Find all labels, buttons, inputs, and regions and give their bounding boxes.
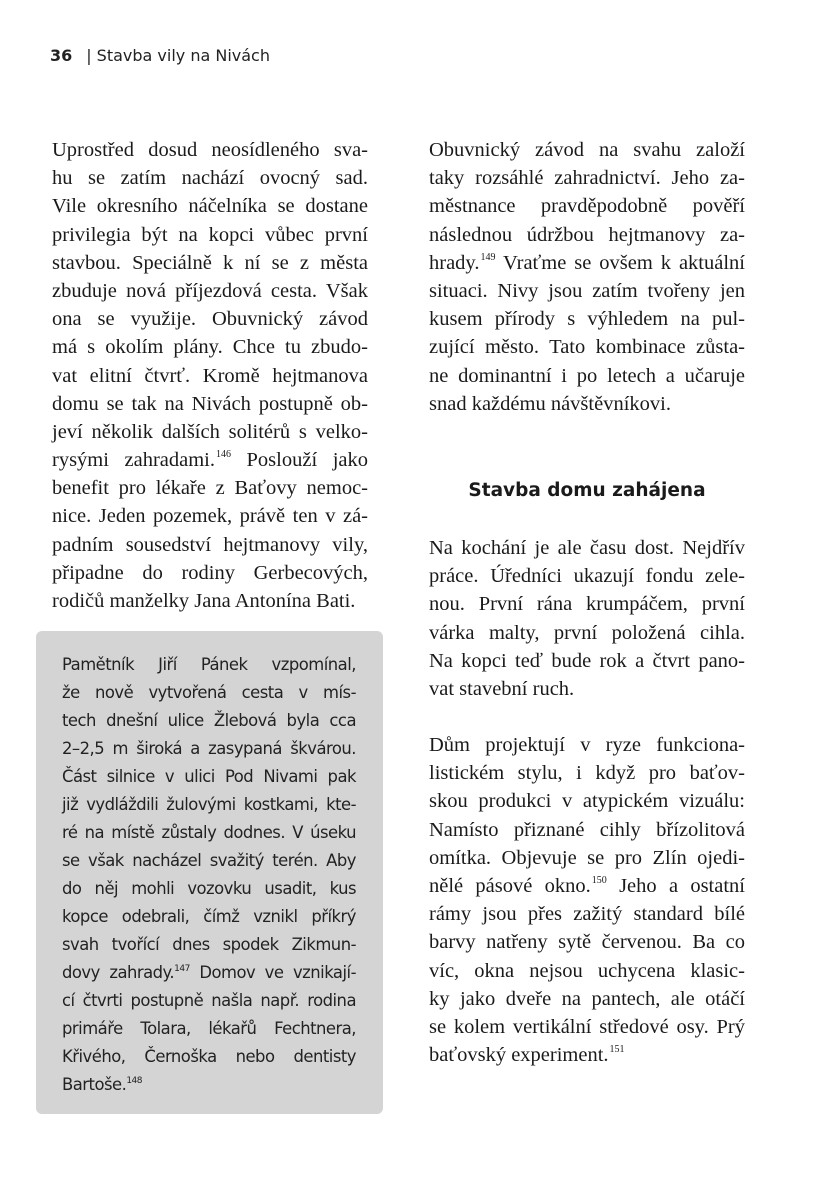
text-line (429, 277, 745, 305)
line-text: hu se zatím nachází ovocný sad. (52, 167, 368, 190)
text-line (429, 562, 745, 590)
footnote-ref: 151 (609, 1044, 625, 1056)
text-line (52, 221, 368, 249)
line-text: ky jako dveře na pantech, ale otáčí (429, 987, 745, 1010)
text-line (62, 875, 356, 903)
text-line (429, 844, 745, 872)
text-line (62, 847, 356, 875)
line-text: má s okolím plány. Chce tu zbudo- (52, 336, 368, 359)
line-text: cí čtvrti postupně našla např. rodina (62, 991, 356, 1010)
line-text: situaci. Nivy jsou zatím tvořeny jen (429, 279, 745, 302)
line-text: 2–2,5 m široká a zasypaná škvárou. (62, 739, 356, 758)
line-text: ré na místě zůstaly dodnes. V úseku (62, 823, 356, 842)
right-paragraph-3 (429, 731, 745, 1069)
text-line (62, 651, 356, 679)
line-text-after: Poslouží jako (230, 449, 368, 472)
sidebar-box-text (62, 651, 356, 1099)
line-text: skou produkci v atypickém vizuálu: (429, 790, 745, 813)
text-line (429, 390, 745, 418)
line-text: zbuduje nová příjezdová cesta. Však (52, 279, 368, 302)
text-line (429, 872, 745, 900)
text-line (62, 1071, 356, 1099)
text-line (429, 136, 745, 164)
line-text: připadne do rodiny Gerbecových, (52, 561, 368, 584)
line-text: ne dominantní i po letech a učaruje (429, 364, 745, 387)
sidebar-box (36, 631, 383, 1114)
text-line (429, 362, 745, 390)
line-text: do něj mohli vozovku usadit, kus (62, 879, 356, 898)
line-text: rysými zahradami. (52, 449, 215, 472)
line-text: taky rozsáhlé zahradnictví. Jeho za- (429, 167, 745, 190)
line-text: Namísto přiznané cihly břízolitová (429, 818, 745, 841)
text-line (62, 819, 356, 847)
text-line (52, 333, 368, 361)
text-line (429, 1041, 745, 1069)
line-text-after: Vraťme se ovšem k aktuální (495, 251, 745, 274)
line-text: rodičů manželky Jana Antonína Bati. (52, 590, 356, 612)
line-text: baťovský experiment. (429, 1044, 609, 1067)
text-line (429, 590, 745, 618)
line-text: již vydláždili žulovými kostkami, kte- (62, 795, 356, 814)
line-text: se však nacházel svažitý terén. Aby (62, 851, 356, 870)
text-line (52, 502, 368, 530)
line-text: Křivého, Černoška nebo dentisty (62, 1047, 356, 1066)
page-number: 36 (50, 46, 73, 65)
line-text: ona se využije. Obuvnický závod (52, 308, 368, 331)
text-line (52, 192, 368, 220)
text-line (429, 221, 745, 249)
text-line (52, 305, 368, 333)
text-line (62, 791, 356, 819)
line-text: nou. První rána krumpáčem, první (429, 593, 745, 616)
text-line (62, 987, 356, 1015)
line-text: padním sousedství hejtmanovy vily, (52, 533, 368, 556)
line-text: kusem přírody s výhledem na pul- (429, 308, 745, 331)
text-line (62, 959, 356, 987)
text-line (52, 249, 368, 277)
text-line (52, 390, 368, 418)
running-title: Stavba vily na Nivách (96, 46, 270, 65)
line-text: Pamětník Jiří Pánek vzpomínal, (62, 655, 356, 674)
footnote-ref: 150 (591, 874, 607, 886)
text-line (62, 679, 356, 707)
line-text: várka malty, první položená cihla. (429, 621, 745, 644)
text-line (429, 249, 745, 277)
text-line (52, 418, 368, 446)
line-text: tech dnešní ulice Žlebová byla cca (62, 711, 356, 730)
line-text: se kolem vertikální středové osy. Prý (429, 1015, 745, 1038)
line-text: vat stavební ruch. (429, 677, 575, 700)
right-paragraph-1 (429, 136, 745, 418)
text-line (52, 559, 368, 587)
text-line (429, 619, 745, 647)
text-line (429, 675, 745, 703)
section-heading: Stavba domu zahájena (468, 480, 706, 501)
text-line (52, 587, 368, 615)
text-line (429, 985, 745, 1013)
text-line (429, 164, 745, 192)
line-text: Na kochání je ale času dost. Nejdřív (429, 537, 745, 559)
left-column-text (52, 136, 368, 615)
text-line (429, 647, 745, 675)
footnote-ref: 147 (174, 964, 190, 974)
line-text: nělé pásové okno. (429, 874, 591, 897)
footnote-ref: 146 (215, 449, 231, 461)
line-text: jeví několik dalších solitérů s velko- (52, 420, 368, 443)
text-line (429, 534, 745, 562)
text-line (62, 931, 356, 959)
line-text: rámy jsou přes zažitý standard bílé (429, 903, 745, 926)
text-line (52, 474, 368, 502)
line-text: snad každému návštěvníkovi. (429, 392, 671, 415)
right-paragraph-2 (429, 534, 745, 703)
line-text: Vile okresního náčelníka se dostane (52, 195, 368, 218)
text-line (429, 787, 745, 815)
text-line (52, 136, 368, 164)
line-text: svah tvořící dnes spodek Zikmun- (62, 935, 356, 954)
text-line (429, 900, 745, 928)
line-text: Část silnice v ulici Pod Nivami pak (62, 767, 356, 786)
line-text: že nově vytvořená cesta v mís- (62, 683, 356, 702)
text-line (52, 277, 368, 305)
line-text: dovy zahrady. (62, 963, 175, 982)
text-line (429, 731, 745, 759)
line-text: domu se tak na Nivách postupně ob- (52, 392, 368, 415)
line-text: Na kopci teď bude rok a čtvrt pano- (429, 649, 745, 672)
text-line (62, 903, 356, 931)
text-line (429, 928, 745, 956)
text-line (429, 333, 745, 361)
line-text: městnance pravděpodobně pověří (429, 195, 745, 218)
text-line (52, 362, 368, 390)
text-line (52, 531, 368, 559)
text-line (62, 735, 356, 763)
line-text: Uprostřed dosud neosídleného sva- (52, 139, 368, 161)
line-text: stavbou. Speciálně k ní se z města (52, 251, 368, 274)
line-text-after: Domov ve vznikají- (189, 963, 356, 982)
line-text-after: Jeho a ostatní (606, 874, 745, 897)
header-separator: | (86, 46, 92, 65)
text-line (429, 192, 745, 220)
text-line (52, 164, 368, 192)
line-text: Obuvnický závod na svahu založí (429, 139, 745, 161)
text-line (62, 1015, 356, 1043)
text-line (429, 759, 745, 787)
line-text: listickém stylu, i když pro baťov- (429, 762, 745, 785)
footnote-ref: 149 (480, 251, 496, 263)
line-text: následnou údržbou hejtmanovy za- (429, 223, 745, 246)
line-text: privilegia být na kopci vůbec první (52, 223, 368, 246)
text-line (429, 1013, 745, 1041)
line-text: kopce odebrali, čímž vznikl příkrý (62, 907, 356, 926)
line-text: Dům projektují v ryze funkciona- (429, 734, 745, 756)
line-text: nice. Jeden pozemek, právě ten v zá- (52, 505, 368, 528)
line-text: benefit pro lékaře z Baťovy nemoc- (52, 477, 368, 500)
line-text: barvy natřeny sytě červenou. Ba co (429, 931, 745, 954)
line-text: omítka. Objevuje se pro Zlín ojedi- (429, 846, 745, 869)
line-text: víc, okna nejsou uchycena klasic- (429, 959, 745, 982)
line-text: primáře Tolara, lékařů Fechtnera, (62, 1019, 356, 1038)
text-line (62, 763, 356, 791)
running-header (50, 46, 270, 65)
text-line (429, 957, 745, 985)
line-text: práce. Úředníci ukazují fondu zele- (429, 565, 745, 588)
text-line (52, 446, 368, 474)
line-text: Bartoše. (62, 1075, 127, 1094)
line-text: vat elitní čtvrť. Kromě hejtmanova (52, 364, 368, 387)
line-text: zující město. Tato kombinace zůsta- (429, 336, 745, 359)
text-line (429, 305, 745, 333)
text-line (62, 707, 356, 735)
text-line (62, 1043, 356, 1071)
line-text: hrady. (429, 251, 480, 274)
text-line (429, 816, 745, 844)
footnote-ref: 148 (126, 1076, 143, 1086)
